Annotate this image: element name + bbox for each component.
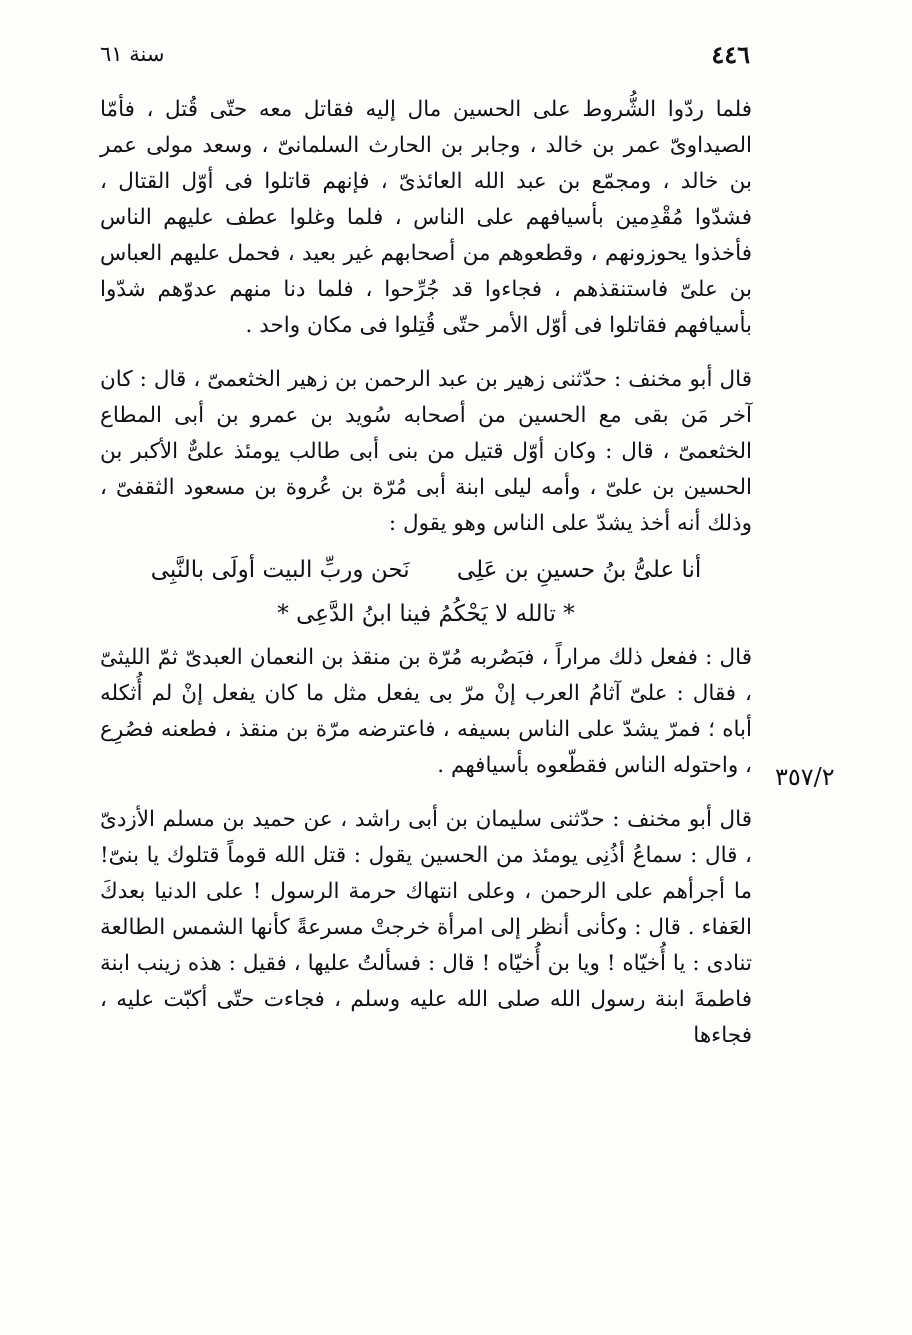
verse-line-2: * تالله لا يَحْكُمُ فينا ابنُ الدَّعِى * xyxy=(277,601,575,627)
paragraph-2: قال أبو مخنف : حدّثنى زهير بن عبد الرحمن بن زهير الخثعمىّ ، قال : كان آخر مَن بقى مع الحسين من أصحابه سُويد بن عمرو بن أبى المطاع الخثعمىّ ، قال : وكان أوّل قتيل من بنى أبى طالب يومئذ علىٌّ الأكبر بن الحسين بن علىّ ، وأمه ليلى ابنة أبى مُرّة بن عُروة بن مسعود الثقفىّ ، وذلك أنه أخذ يشدّ على الناس وهو يقول : xyxy=(100,367,752,536)
running-head: سنة ٦١ xyxy=(100,42,165,66)
verse-hemistich-left: نَحن وربِّ البيت أولَى بالنَّبِى xyxy=(150,557,410,583)
verse-hemistich-right: أنا علىُّ بنُ حسينِ بن عَلِى xyxy=(456,557,702,583)
verse-line-1 xyxy=(100,548,752,592)
paragraph-3: قال : ففعل ذلك مراراً ، فبَصُربه مُرّة بن منقذ بن النعمان العبدىّ ثمّ الليثىّ ، فقال : علىّ آثامُ العرب إنْ مرّ بى يفعل مثل ما كان يفعل إنْ لم أُثكله أباه ؛ فمرّ يشدّ على الناس بسيفه ، فاعترضه مرّة بن منقذ ، فطعنه فصُرِع ، واحتوله الناس فقطّعوه بأسيافهم . xyxy=(100,645,752,778)
margin-reference: ٣٥٧/٢ xyxy=(775,763,835,791)
paragraph-1: فلما ردّوا الشُّروط على الحسين مال إليه فقاتل معه حتّى قُتل ، فأمّا الصيداوىّ عمر بن خالد ، وجابر بن الحارث السلمانىّ ، وسعد مولى عمر بن خالد ، ومجمّع بن عبد الله العائذىّ ، فإنهم قاتلوا فى أوّل القتال ، فشدّوا مُقْدِمين بأسيافهم على الناس ، فلما وغلوا عطف عليهم الناس فأخذوا يحوزونهم ، وقطعوهم من أصحابهم غير بعيد ، فحمل عليهم العباس بن علىّ فاستنقذهم ، فجاءوا قد جُرِّحوا ، فلما دنا منهم عدوّهم شدّوا بأسيافهم فقاتلوا فى أوّل الأمر حتّى قُتِلوا فى مكان واحد . xyxy=(100,97,752,338)
paragraph-4: قال أبو مخنف : حدّثنى سليمان بن أبى راشد ، عن حميد بن مسلم الأزدىّ ، قال : سماعُ أذُنِى يومئذ من الحسين يقول : قتل الله قوماً قتلوك يا بنىّ! ما أجرأهم على الرحمن ، وعلى انتهاك حرمة الرسول ! على الدنيا بعدكَ العَفاء . قال : وكأنى أنظر إلى امرأة خرجتْ مسرعةً كأنها الشمس الطالعة تنادى : يا أُخيّاه ! ويا بن أُخيّاه ! قال : فسألتُ عليها ، فقيل : هذه زينب ابنة فاطمةَ ابنة رسول الله صلى الله عليه وسلم ، فجاءت حتّى أكبّت عليه ، فجاءها xyxy=(100,807,752,1048)
poem-verse xyxy=(100,548,752,636)
main-text xyxy=(100,92,752,1054)
page-header xyxy=(100,40,750,70)
page-number: ٤٤٦ xyxy=(711,40,750,69)
